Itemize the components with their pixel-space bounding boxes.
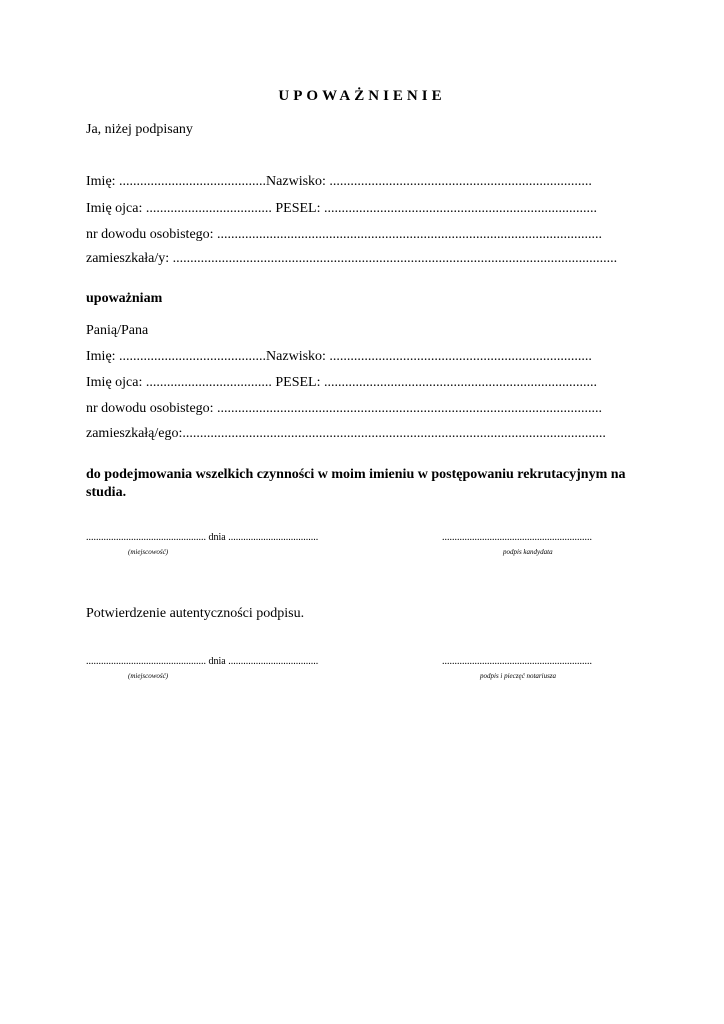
confirmation-text: Potwierdzenie autentyczności podpisu. bbox=[86, 606, 305, 621]
authorize-label: upoważniam bbox=[86, 291, 163, 306]
place-caption-2: (miejscowość) bbox=[128, 672, 169, 680]
grantee-name-row: Imię: ..........................................Nazwisko: ........................................................................... bbox=[86, 349, 592, 364]
grantee-father-pesel-row: Imię ojca: .................................... PESEL: .............................................................................. bbox=[86, 375, 597, 390]
grantee-id-row: nr dowodu osobistego: .............................................................................................................. bbox=[86, 401, 603, 416]
grantor-name-row: Imię: ..........................................Nazwisko: ........................................................................... bbox=[86, 174, 592, 189]
addressee-label: Panią/Pana bbox=[86, 323, 149, 338]
place-date-line-2: ................................................ dnia .................................... bbox=[86, 656, 319, 667]
place-caption-1: (miejscowość) bbox=[128, 548, 169, 556]
notary-signature-caption: podpis i pieczęć notariusza bbox=[480, 672, 557, 680]
document-title: UPOWAŻNIENIE bbox=[278, 88, 446, 104]
candidate-signature-caption: podpis kandydata bbox=[503, 548, 553, 556]
authorization-purpose: do podejmowania wszelkich czynności w moim imieniu w postępowaniu rekrutacyjnym na studia. bbox=[86, 467, 626, 500]
place-date-line-1: ................................................ dnia .................................... bbox=[86, 532, 319, 543]
signature-line-2: ............................................................ bbox=[442, 656, 592, 667]
grantor-address-row: zamieszkała/y: ............................................................................................................................... bbox=[86, 251, 618, 266]
grantor-father-pesel-row: Imię ojca: .................................... PESEL: .............................................................................. bbox=[86, 201, 597, 216]
grantee-address-row: zamieszkałą/ego:......................................................................................................................... bbox=[86, 426, 606, 441]
intro-text: Ja, niżej podpisany bbox=[86, 122, 193, 137]
signature-line-1: ............................................................ bbox=[442, 532, 592, 543]
grantor-id-row: nr dowodu osobistego: .............................................................................................................. bbox=[86, 227, 603, 242]
